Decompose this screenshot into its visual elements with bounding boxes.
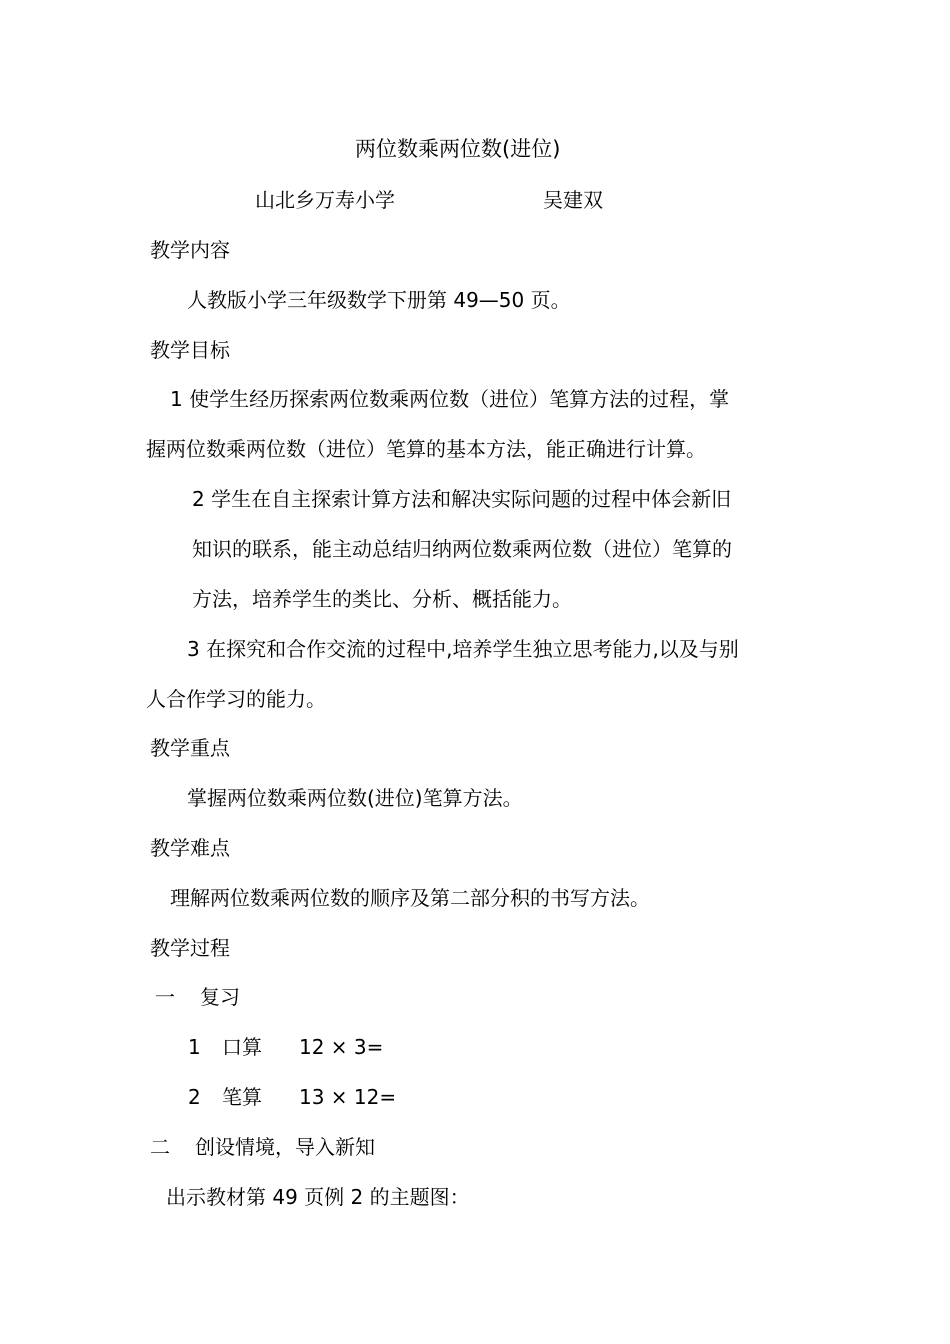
goal-3-line-1: 3 在探究和合作交流的过程中,培养学生独立思考能力,以及与别 bbox=[187, 637, 739, 661]
review-2-expression: 13 × 12= bbox=[299, 1085, 397, 1109]
step-2-label: 创设情境，导入新知 bbox=[195, 1135, 375, 1159]
content-text: 人教版小学三年级数学下册第 49—50 页。 bbox=[187, 288, 571, 312]
keypoint-heading: 教学重点 bbox=[150, 736, 230, 760]
step-1-number: 一 bbox=[155, 985, 175, 1009]
goal-2-line-3: 方法，培养学生的类比、分析、概括能力。 bbox=[192, 587, 572, 611]
step-2-text: 出示教材第 49 页例 2 的主题图： bbox=[166, 1185, 470, 1209]
step-1-label: 复习 bbox=[200, 985, 240, 1009]
content-heading: 教学内容 bbox=[150, 238, 230, 262]
goal-1-line-2: 握两位数乘两位数（进位）笔算的基本方法，能正确进行计算。 bbox=[146, 437, 706, 461]
review-2-number: 2 bbox=[188, 1085, 201, 1109]
goal-1-line-1: 1 使学生经历探索两位数乘两位数（进位）笔算方法的过程，掌 bbox=[170, 387, 730, 411]
step-2-number: 二 bbox=[150, 1135, 170, 1159]
review-1-number: 1 bbox=[188, 1035, 201, 1059]
review-2-label: 笔算 bbox=[222, 1085, 262, 1109]
document-title: 两位数乘两位数(进位) bbox=[355, 137, 561, 161]
difficulty-text: 理解两位数乘两位数的顺序及第二部分积的书写方法。 bbox=[170, 886, 650, 910]
difficulty-heading: 教学难点 bbox=[150, 836, 230, 860]
process-heading: 教学过程 bbox=[150, 936, 230, 960]
author-name: 吴建双 bbox=[543, 188, 603, 212]
goal-2-line-1: 2 学生在自主探索计算方法和解决实际问题的过程中体会新旧 bbox=[192, 487, 732, 511]
school-name: 山北乡万寿小学 bbox=[255, 188, 395, 212]
goals-heading: 教学目标 bbox=[150, 338, 230, 362]
goal-3-line-2: 人合作学习的能力。 bbox=[146, 687, 326, 711]
keypoint-text: 掌握两位数乘两位数(进位)笔算方法。 bbox=[187, 786, 523, 810]
review-1-expression: 12 × 3= bbox=[299, 1035, 384, 1059]
goal-2-line-2: 知识的联系，能主动总结归纳两位数乘两位数（进位）笔算的 bbox=[192, 537, 732, 561]
review-1-label: 口算 bbox=[222, 1035, 262, 1059]
